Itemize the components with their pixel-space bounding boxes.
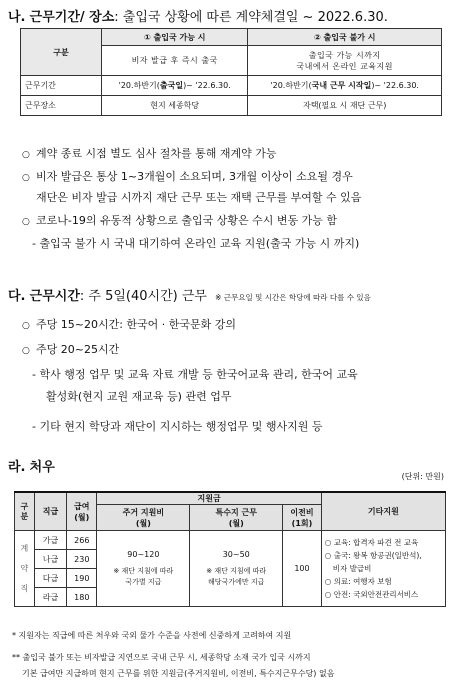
unit-label: (단위: 만원) (401, 472, 444, 481)
work-period-table (20, 28, 442, 116)
section-compensation-title: 라. 처우 (8, 460, 55, 475)
section-work-hours-title: 다. 근무시간: 주 5일(40시간) 근무 ※ 근무요일 및 시간은 학당에 따라 다를 수 있음 (8, 289, 371, 304)
circle-bullet-icon: ○ (22, 173, 30, 183)
circle-bullet-icon: ○ (22, 346, 30, 356)
work-hours-note: ※ 근무요일 및 시간은 학당에 따라 다를 수 있음 (215, 293, 371, 302)
table2-header-special: 특수지 근무 (월) (190, 505, 283, 531)
hours-item-20-25: ○ 주당 20~25시간 (22, 343, 120, 356)
table2-header-housing: 주거 지원비 (월) (97, 505, 190, 531)
table1-period-opt2: '20.하반기(국내 근무 시작일)~ '22.6.30. (248, 76, 442, 96)
table1-header-gubun: 구분 (21, 29, 102, 76)
table1-opt1-sub: 비자 발급 후 즉시 출국 (102, 46, 248, 76)
table2-header-support: 지원금 (97, 492, 321, 505)
footnote-2-line2: 기본 급여만 지급하며 현지 근무를 위한 지원금(주거지원비, 이전비, 특수지근무수당) 없음 (22, 669, 335, 678)
table1-opt2-sub: 출입국 가능 시까지 국내에서 온라인 교육지원 (248, 46, 442, 76)
table1-period-opt1: '20.하반기(출국일)~ '22.6.30. (102, 76, 248, 96)
note-covid: ○ 코로나-19의 유동적 상황으로 출입국 상황은 수시 변동 가능 함 (22, 214, 337, 227)
circle-bullet-icon: ○ (22, 150, 30, 160)
compensation-table (14, 491, 446, 607)
footnote-2-line1: ** 출입국 불가 또는 비자발급 지연으로 국내 근무 시, 세종학당 소재 국가 입국 시까지 (12, 653, 311, 662)
note-visa-line1: ○ 비자 발급은 통상 1~3개월이 소요되며, 3개월 이상이 소요될 경우 (22, 170, 353, 183)
table2-move-cell: 100 (283, 531, 322, 607)
table1-place-opt2: 자택(필요 시 재단 근무) (248, 96, 442, 116)
circle-bullet-icon: ○ (22, 321, 30, 331)
table2-header-gubun: 구분 (15, 492, 35, 531)
table2-grade-cell: 가급 (34, 531, 66, 550)
table2-header-salary: 급여 (월) (67, 492, 97, 531)
table2-header-move: 이전비 (1회) (283, 505, 322, 531)
table2-row-label-contract: 계 약 직 (15, 531, 35, 607)
table2-salary-cell: 180 (67, 588, 97, 607)
table1-place-opt1: 현지 세종학당 (102, 96, 248, 116)
hours-sub2: - 기타 현지 학당과 재단이 지시하는 행정업무 및 행사지원 등 (32, 420, 323, 433)
hours-sub1-line2: 활성화(현지 교원 재교육 등) 관련 업무 (46, 390, 232, 403)
table2-grade-cell: 다급 (34, 569, 66, 588)
table2-special-cell: 30~50 ※ 재단 지침에 따라 해당국가에만 지급 (190, 531, 283, 607)
table2-housing-cell: 90~120 ※ 재단 지침에 따라 국가별 지급 (97, 531, 190, 607)
table2-header-grade: 직급 (34, 492, 66, 531)
footnote-1: * 지원자는 직급에 따른 처우와 국외 물가 수준을 사전에 신중하게 고려하여 지원 (12, 631, 292, 640)
table2-salary-cell: 266 (67, 531, 97, 550)
note-visa-line2: 재단은 비자 발급 시까지 재단 근무 또는 재택 근무를 부여할 수 있음 (36, 191, 362, 204)
note-renewal: ○ 계약 종료 시점 별도 심사 절차를 통해 재계약 가능 (22, 147, 277, 160)
table1-header-opt2: ② 출입국 불가 시 (248, 29, 442, 46)
table2-header-other: 기타지원 (321, 492, 445, 531)
table2-salary-cell: 230 (67, 550, 97, 569)
hours-item-15-20: ○ 주당 15~20시간: 한국어 · 한국문화 강의 (22, 318, 237, 331)
section-work-period-title: 나. 근무기간/ 장소: 출입국 상황에 따른 계약체결일 ~ 2022.6.30. (8, 10, 388, 25)
table1-row-label-period: 근무기간 (21, 76, 102, 96)
table2-other-cell: ○ 교육: 합격자 파견 전 교육 ○ 출국: 왕복 항공권(일반석), 비자 발급비 ○ 의료: 여행자 보험 ○ 안전: 국외안전관리서비스 (321, 531, 445, 607)
table1-row-label-place: 근무장소 (21, 96, 102, 116)
table1-header-opt1: ① 출입국 가능 시 (102, 29, 248, 46)
table2-grade-cell: 나급 (34, 550, 66, 569)
note-covid-sub: - 출입국 불가 시 국내 대기하여 온라인 교육 지원(출국 가능 시 까지) (32, 237, 360, 250)
hours-sub1-line1: - 학사 행정 업무 및 교육 자료 개발 등 한국어교육 관리, 한국어 교육 (32, 368, 358, 381)
table2-grade-cell: 라급 (34, 588, 66, 607)
table2-salary-cell: 190 (67, 569, 97, 588)
circle-bullet-icon: ○ (22, 217, 30, 227)
